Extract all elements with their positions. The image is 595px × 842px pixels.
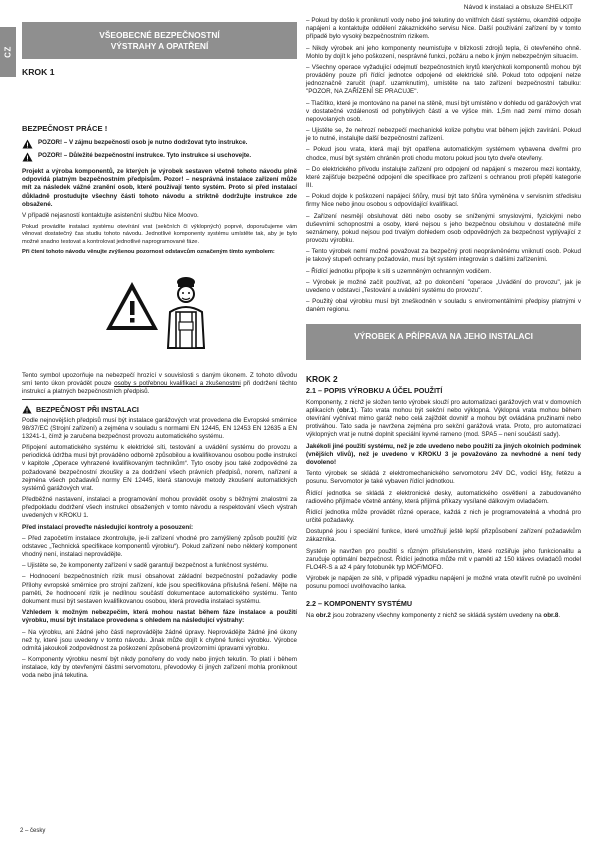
warning-item (22, 139, 297, 149)
language-tab (0, 27, 16, 77)
divider (22, 399, 112, 400)
text-span: jsou zobrazeny všechny komponenty z nichž se skládá systém uvedeny na (330, 611, 544, 619)
description-paragraph: Výrobek je napájen ze sítě, v případě výpadku napájení je možné vrata otevřít ručně po uvolnění posunu pomocí uvolňovacího lanka. (306, 575, 581, 591)
install-heading-text: BEZPEČNOST PŘI INSTALACI (36, 405, 139, 415)
description-paragraph: Jakékoli jiné použití systému, než je zde uvedeno nebo použití za jiných okolních podmínek (vnějších vlivů), než je uvedeno v KROKU 3 je považováno za nevhodné a není tedy dovoleno! (306, 442, 581, 466)
bullet-item: – Před započetím instalace zkontrolujte, je-li zařízení vhodné pro zamýšlený způsob použití (viz odstavec „Technická specifikace komponentů výrobku“). Pokud zařízení nebo některý komponent vhodný není, instalaci neprovádějte. (22, 534, 297, 559)
language-tab-label: CZ (3, 46, 13, 58)
text-span: Na (306, 611, 316, 619)
install-paragraph: Připojení automatického systému k elektrické síti, testování a uvádění systému do provozu a periodická údržba musí být prováděno odborně způsobilou a kvalifikovanou osobou podle instrukcí v kapitole „Operace vyhrazené kvalifikovaným technikům“. Tyto osoby jsou také zodpovědné za požadované bezpečnostní zkoušky a za dodržení všech právních předpisů, norem, nařízení a zejména všech požadavků normy EN 12445, která stanovuje metody zkoušení automatických systémů garážových vrat. (22, 444, 297, 492)
symbol-note-paragraph: Při čtení tohoto návodu věnujte zvýšenou pozornost odstavcům označeným tímto symbolem: (22, 249, 275, 256)
hazard-symbol-figure (22, 265, 297, 364)
bullet-item: – Tento výrobek nemí možné považovat za bezpečný proti neoprávněnému vniknutí osob. Pokud je takový stupeň ochrany požadován, musí být systém integrován s dalšími zařízeními. (306, 248, 581, 264)
description-paragraph (306, 612, 581, 620)
step-title: KROK 2 (306, 373, 338, 384)
install-heading (22, 405, 297, 414)
hazard-symbol-icon (100, 268, 220, 360)
figure-ref: obr.1 (339, 406, 355, 414)
hazard-text-1: Tento symbol upozorňuje na nebezpečí hrozící v souvislosti s daným úkonem. Z tohoto důvodu smí tento úkon provádět pouze (22, 371, 297, 387)
description-paragraph: Tento výrobek se skládá z elektromechanického servomotoru 24V DC, vodicí lišty, řetězu a posunu. Servomotor je také vybaven řídící jednotkou. (306, 470, 581, 486)
bullet-item: – Všechny operace vyžadující odejmutí bezpečnostních krytů kterýchkoli komponentů mohou být prováděny pouze při řídící jednotce odpojené od elektrické sítě. Pokud toto odpojení nelze jednoznačně zaručit (např. uzamknutím), umístěte na tato zařízení bezpečnostní tabulku: "POZOR, NA ZAŘÍZENÍ SE PRACUJE". (306, 63, 581, 96)
text-span: ). Tato vrata mohou být sekční nebo výklopná. Výklopná vrata mohou během otevírání vyčnívat mimo garáž nebo celá zajíždět dovnitř a mohou být ovládána pružinami nebo protiváhou. Tato sada je navržena zejména pro sekční garážová vrata. Proto, pro automatizaci výklopných vrat je nutné doplnit speciální kyvné rameno (mod. SPA5 – není součástí sady). (306, 406, 581, 439)
bullet-item: – Výrobek je možné začít používat, až po dokončení "operace „Uvádění do provozu", jak je uvedeno v odstavci „Testování a uvádění systému do provozu". (306, 278, 581, 294)
figure-ref: obr.8 (543, 611, 559, 619)
bullet-item: – Na výrobku, ani žádné jeho části neprovádějte žádné úpravy. Neprovádějte žádné jiné úkony než ty, které jsou uvedeny v tomto návodu. Jinak může dojít k chybné funkci výrobku. Výrobce odmítá jakoukoli zodpovědnost za poškození způsobená provizorními úpravami výrobku. (22, 628, 297, 652)
description-paragraph: Řídící jednotka může provádět různé operace, každá z nich je programovatelná a vhodná pro určité požadavky. (306, 508, 581, 525)
left-column (22, 22, 297, 684)
description-paragraph: Řídící jednotka se skládá z elektronické desky, automatického osvětlení a zabudovaného radiového přijímače včetně antény, která přijímá příkazy vysílané dálkovým ovladačem. (306, 489, 581, 505)
warning-triangle-icon (22, 152, 33, 162)
warning-text: POZOR! – V zájmu bezpečnosti osob je nutno dodržovat tyto instrukce. (38, 139, 248, 147)
bullet-item: – Do elektrického přívodu instalujte zařízení pro odpojení od napájení s mezerou mezi kontakty, které zajišťuje bezpečné odpojení dle specifikace pro zařízení s ochranou proti přepětí kategorie III. (306, 165, 581, 190)
warning-text: POZOR! – Důležité bezpečnostní instrukce. Tyto instrukce si uschovejte. (38, 152, 252, 160)
bullet-item: – Nikdy výrobek ani jeho komponenty neumisťujte v blízkosti zdrojů tepla, či otevřeného ohně. Mohlo by dojít k jeho poškození, nesprávné funkci, požáru a nebo k jiným nebezpečným situacím. (306, 44, 581, 60)
description-paragraph: Systém je navržen pro použití s různým příslušenstvím, které rozšiřuje jeho funkcionalitu a zaručuje optimální bezpečnost. Řídící jednotka může mít v paměti až 150 kláves ovladačů model FLO4R-S a až 4 páry fotobuněk typ MOF/MOFO. (306, 547, 581, 571)
step-title: KROK 1 (22, 67, 55, 77)
text-span: Komponenty, z nichž je složen tento výrobek slouží pro automatizaci garážových vrat v domovních aplikacích ( (306, 398, 581, 414)
hazard-underline: osoby s potřebnou kvalifikací a zkušenostmi (114, 379, 241, 387)
page-header: Návod k instalaci a obsluze SHELKIT (463, 4, 573, 11)
page-footer: 2 – česky (20, 828, 46, 834)
warning-triangle-icon (22, 405, 32, 414)
bullet-item: – Pokud by došlo k proniknutí vody nebo jiné tekutiny do vnitřních částí systému, okamžitě odpojte napájení a kontaktujte oddělení zákaznického servisu Nice. Další používání zařízení by v tomto případě bylo vysoký bezpečnostním rizikem. (306, 17, 581, 41)
description-paragraph: Dostupné jsou i speciální funkce, které umožňují ještě lepší přizpůsobení zařízení požadavkům zákazníka. (306, 528, 581, 544)
hazard-text-2: při dodržení těchto instrukcí a platných bezpečnostních předpisů. (22, 379, 297, 396)
description-paragraph (306, 399, 581, 440)
right-column (306, 17, 581, 623)
bullet-item: – Tlačítko, které je montováno na panel na stěně, musí být umístěno v dohledu od garážových vrat v dostatečné vzdálenosti od pohyblivých částí a ve výšce min. 1,5m nad zemí mimo dosah nepovolaných osob. (306, 99, 582, 123)
safety-heading: BEZPEČNOST PRÁCE ! (22, 124, 108, 134)
hazard-paragraph (22, 372, 297, 397)
section-banner: VŠEOBECNÉ BEZPEČNOSTNÍ VÝSTRAHY A OPATŘENÍ (22, 22, 297, 59)
install-paragraph: Před instalací proveďte následující kontroly a posouzení: (22, 523, 194, 531)
warning-item (22, 152, 297, 162)
bullet-item: – Ujistěte se, že komponenty zařízení v sadě garantují bezpečnost a funkčnost systému. (22, 562, 269, 570)
bullet-item: – Zařízení nesmějí obsluhovat děti nebo osoby se sníženými smyslovými, fyzickými nebo duševními schopnostmi a osoby, které nejsou s jeho bezpečnou obsluhou v dostatečné míře seznámeny, pokud nejsou pod trvalým dohledem osob odpovědných za bezpečnost vyplývající z provozu výrobku. (306, 212, 581, 245)
section-heading: 2.1 – POPIS VÝROBKU A ÚČEL POUŽITÍ (306, 386, 443, 396)
bullet-item: – Pokud jsou vrata, která mají být opatřena automatickým systémem vybavena dveřmi pro chodce, musí být systém chráněn proti chodu motoru pokud jsou tyto dveře otevřeny. (306, 146, 581, 162)
text-span: . (558, 611, 561, 619)
section-heading: 2.2 – KOMPONENTY SYSTÉMU (306, 599, 413, 609)
bullet-item: – Pokud dojde k poškození napájecí šňůry, musí být tato šňůra vyměněna v servisním středisku firmy Nice nebo jinou osobou s odpovídající kvalifikací. (306, 193, 581, 209)
figure-ref: obr.2 (315, 611, 331, 619)
install-paragraph: Předběžné nastavení, instalaci a programování mohou provádět osoby s běžnými znalostmi za předpokladu dodržení všech instrukcí obsažených v tomto návodu a respektování všech výstrah uvedených v KROKU 1. (22, 496, 297, 520)
intro-paragraph: Projekt a výroba komponentů, ze kterých je výrobek sestaven včetně tohoto návodu plně odpovídá platným bezpečnostním předpisům. Pozor! – nesprávná instalace zařízení může mít za následek vážné zranění osob, které používají tento systém. Proto si před instalací důkladně prostudujte všechny části tohoto návodu a striktně dodržujte instrukce zde obsažené. (22, 168, 297, 208)
warning-triangle-icon (22, 139, 33, 149)
install-paragraph: Vzhledem k možným nebezpečím, která mohou nastat během fáze instalace a použití výrobku, musí být instalace provedena s ohledem na následující výstrahy: (22, 609, 297, 625)
install-note-paragraph: Pokud provádíte instalaci systému otevírání vrat (sekčních či výklopných) poprvé, doporučujeme vám věnovat dostatečný čas studiu tohoto návodu. Jednotlivé komponenty systému umístěte tak, aby je bylo možné snadno testovat a kontrolovat jednotlivé naprogramované fáze. (22, 224, 297, 245)
section-banner: VÝROBEK A PŘÍPRAVA NA JEHO INSTALACI (306, 324, 581, 360)
intro-doubt-paragraph: V případě nejasností kontaktujte asistenční službu Nice Moovo. (22, 211, 199, 219)
bullet-item: – Komponenty výrobku nesmí být nikdy ponořeny do vody nebo jiných tekutin. To platí i během instalace, kdy by otevřenými částmi servomotoru, převodovky či jiných zařízení mohla proniknout voda nebo jiná tekutina. (22, 656, 297, 680)
bullet-item: – Hodnocení bezpečnostních rizik musí obsahovat základní bezpečnostní požadavky podle Přílohy evropské směrnice pro strojní zařízení, kde jsou specifikována příslušná řešení. Mějte na paměti, že hodnocení rizik je nedílnou součástí dokumentace automatického systému. Tento dokument musí být sestaven kvalifikovanou osobou, která provedla instalaci systému. (22, 573, 297, 605)
bullet-item: – Řídící jednotku připojte k síti s uzemněným ochranným vodičem. (306, 267, 492, 275)
bullet-item: – Použitý obal výrobku musí být zneškodněn v souladu s enviromentálními předpisy platnými v daném regionu. (306, 298, 581, 314)
install-paragraph: Podle nejnovějších předpisů musí být instalace garážových vrat provedena dle Evropské směrnice 98/37/EC (Strojní zařízení) a zejména v souladu s normami EN 12445, EN 12453 EN 12635 a EN 13241-1, čímž je zaručena bezpečnost provozu automatického systému. (22, 416, 297, 440)
bullet-item: – Ujistěte se, že nehrozí nebezpečí mechanické kolize pohybu vrat během jejich zavírání. Pokud je to nutné, instalujte další bezpečnostní zařízení. (306, 127, 581, 143)
